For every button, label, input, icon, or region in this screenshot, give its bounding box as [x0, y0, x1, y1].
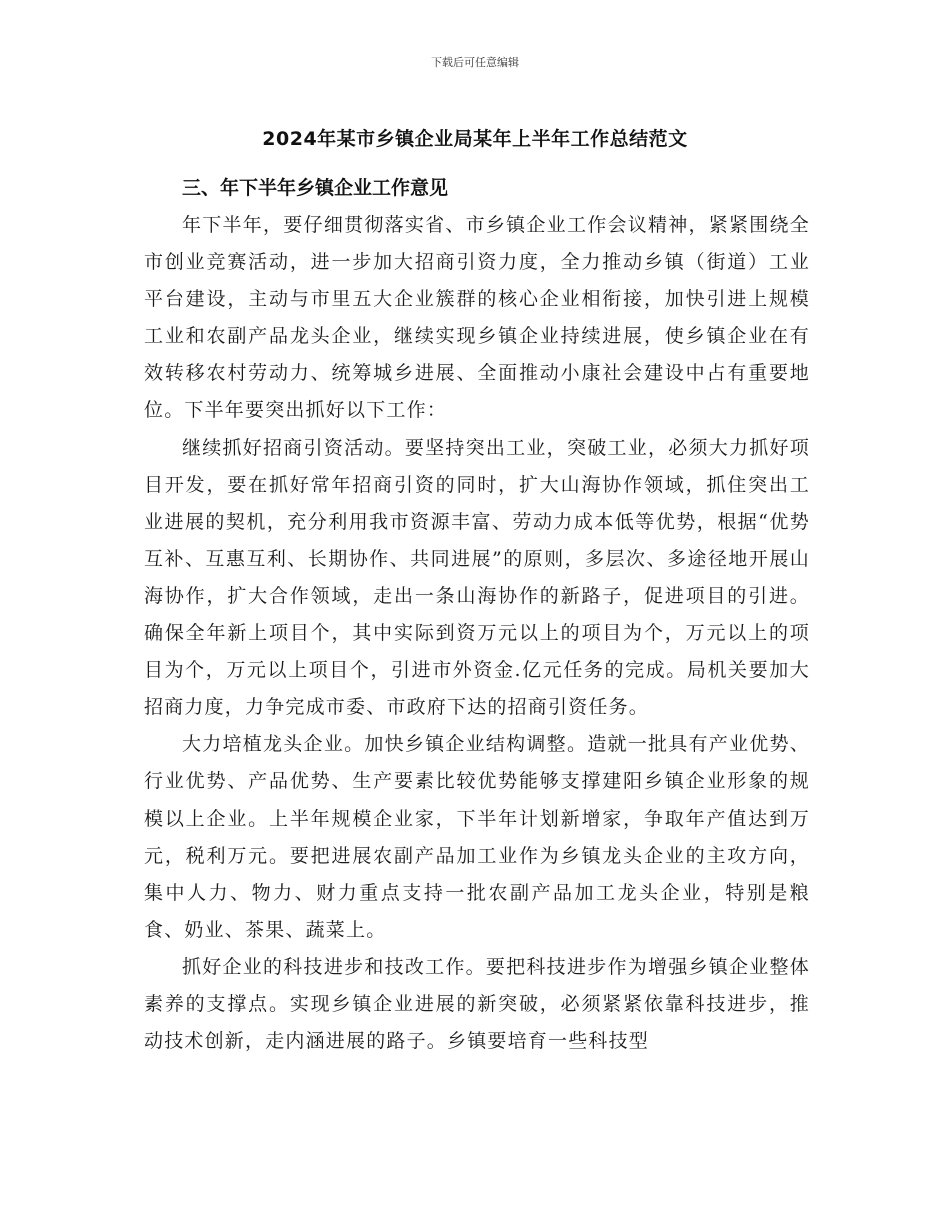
paragraph-3: 大力培植龙头企业。加快乡镇企业结构调整。造就一批具有产业优势、行业优势、产品优势、生产要素比较优势能够支撑建阳乡镇企业形象的规模以上企业。上半年规模企业家，下半年计划新增家，争取年产值达到万元，税利万元。要把进展农副产品加工业作为乡镇龙头企业的主攻方向，集中人力、物力、财力重点支持一批农副产品加工龙头企业，特别是粮食、奶业、茶果、蔬菜上。 [144, 733, 810, 941]
paragraph-4: 抓好企业的科技进步和技改工作。要把科技进步作为增强乡镇企业整体素养的支撑点。实现乡镇企业进展的新突破，必须紧紧依靠科技进步，推动技术创新，走内涵进展的路子。乡镇要培育一些科技型 [144, 955, 810, 1053]
document-body [144, 170, 810, 1060]
document-title: 2024年某市乡镇企业局某年上半年工作总结范文 [262, 128, 688, 150]
section-heading: 三、年下半年乡镇企业工作意见 [182, 177, 449, 199]
paragraph-1: 年下半年，要仔细贯彻落实省、市乡镇企业工作会议精神，紧紧围绕全市创业竞赛活动，进一步加大招商引资力度，全力推动乡镇（街道）工业平台建设，主动与市里五大企业簇群的核心企业相衔接，加快引进上规模工业和农副产品龙头企业，继续实现乡镇企业持续进展，使乡镇企业在有效转移农村劳动力、统筹城乡进展、全面推动小康社会建设中占有重要地位。下半年要突出抓好以下工作： [144, 214, 810, 422]
paragraph-2: 继续抓好招商引资活动。要坚持突出工业，突破工业，必须大力抓好项目开发，要在抓好常年招商引资的同时，扩大山海协作领域，抓住突出工业进展的契机，充分利用我市资源丰富、劳动力成本低等优势，根据“优势互补、互惠互利、长期协作、共同进展”的原则，多层次、多途径地开展山海协作，扩大合作领域，走出一条山海协作的新路子，促进项目的引进。确保全年新上项目个，其中实际到资万元以上的项目为个，万元以上的项目为个，万元以上项目个，引进市外资金.亿元任务的完成。局机关要加大招商力度，力争完成市委、市政府下达的招商引资任务。 [144, 436, 810, 719]
header-note: 下载后可任意编辑 [431, 56, 519, 69]
